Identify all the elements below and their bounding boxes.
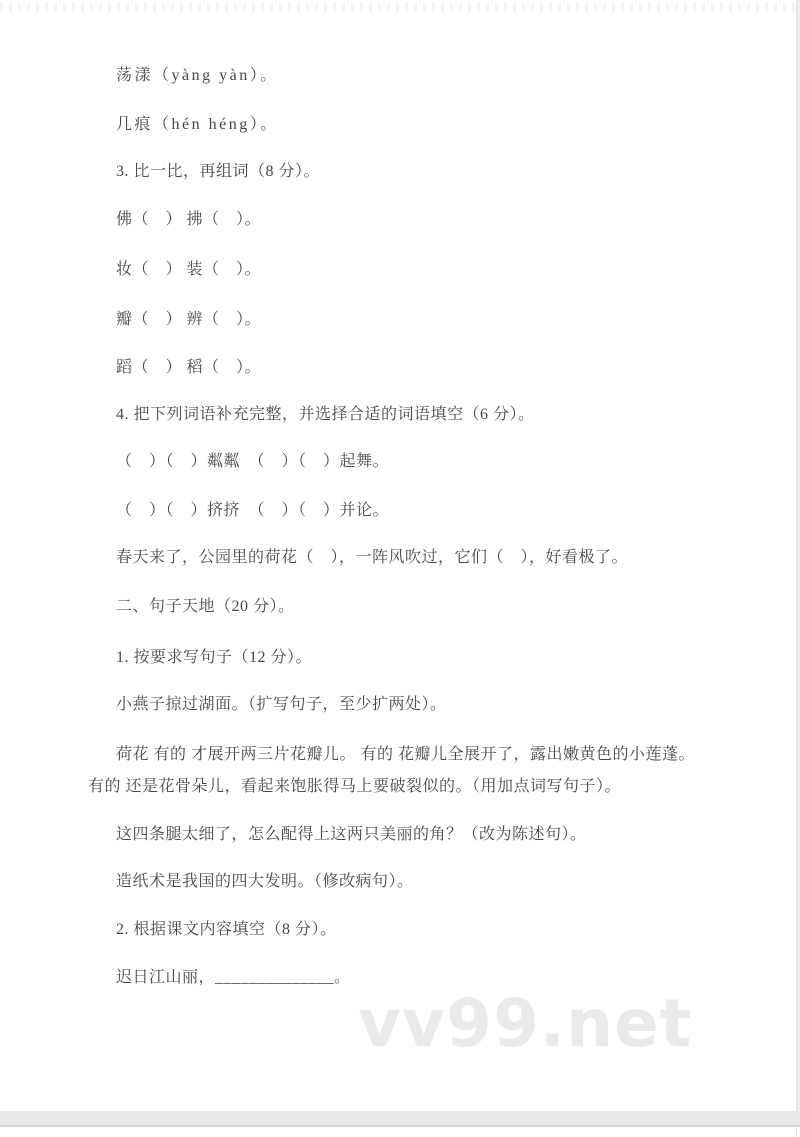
doc-line: 几痕（hén héng）。 xyxy=(116,116,279,133)
doc-line: 蹈（ ） 稻（ ）。 xyxy=(116,359,262,376)
doc-line: 荡漾（yàng yàn）。 xyxy=(116,67,279,84)
doc-line: （ ）（ ）粼粼 （ ）（ ）起舞。 xyxy=(116,453,390,470)
doc-line: 佛（ ） 拂（ ）。 xyxy=(116,211,262,228)
doc-line: 这四条腿太细了，怎么配得上这两只美丽的角？（改为陈述句）。 xyxy=(116,826,587,843)
watermark: vv99.net xyxy=(358,985,693,1062)
page-gap-band xyxy=(0,1111,800,1127)
doc-line: 小燕子掠过湖面。（扩写句子，至少扩两处）。 xyxy=(116,696,447,713)
doc-line: 春天来了，公园里的荷花（ ），一阵风吹过，它们（ ），好看极了。 xyxy=(116,549,629,566)
next-page-top xyxy=(0,1127,797,1137)
question-4-heading: 4. 把下列词语补充完整，并选择合适的词语填空（6 分）。 xyxy=(116,406,535,423)
doc-line: 妆（ ） 装（ ）。 xyxy=(116,261,262,278)
doc-line: 造纸术是我国的四大发明。（修改病句）。 xyxy=(116,873,414,890)
question-1-heading: 1. 按要求写句子（12 分）。 xyxy=(116,649,313,666)
question-3-heading: 3. 比一比，再组词（8 分）。 xyxy=(116,163,321,180)
doc-line: 瓣（ ） 辨（ ）。 xyxy=(116,311,262,328)
section-2-heading: 二、句子天地（20 分）。 xyxy=(116,598,295,615)
doc-line: （ ）（ ）挤挤 （ ）（ ）并论。 xyxy=(116,502,390,519)
doc-paragraph: 荷花 有的 才展开两三片花瓣儿。 有的 花瓣儿全展开了，露出嫩黄色的小莲蓬。 有的 还是花骨朵儿，看起来饱胀得马上要破裂似的。（用加点词写句子）。 xyxy=(88,746,696,795)
doc-line: 迟日江山丽，______________。 xyxy=(116,969,351,986)
page-top-perforation xyxy=(0,2,796,12)
question-2-heading: 2. 根据课文内容填空（8 分）。 xyxy=(116,921,337,938)
